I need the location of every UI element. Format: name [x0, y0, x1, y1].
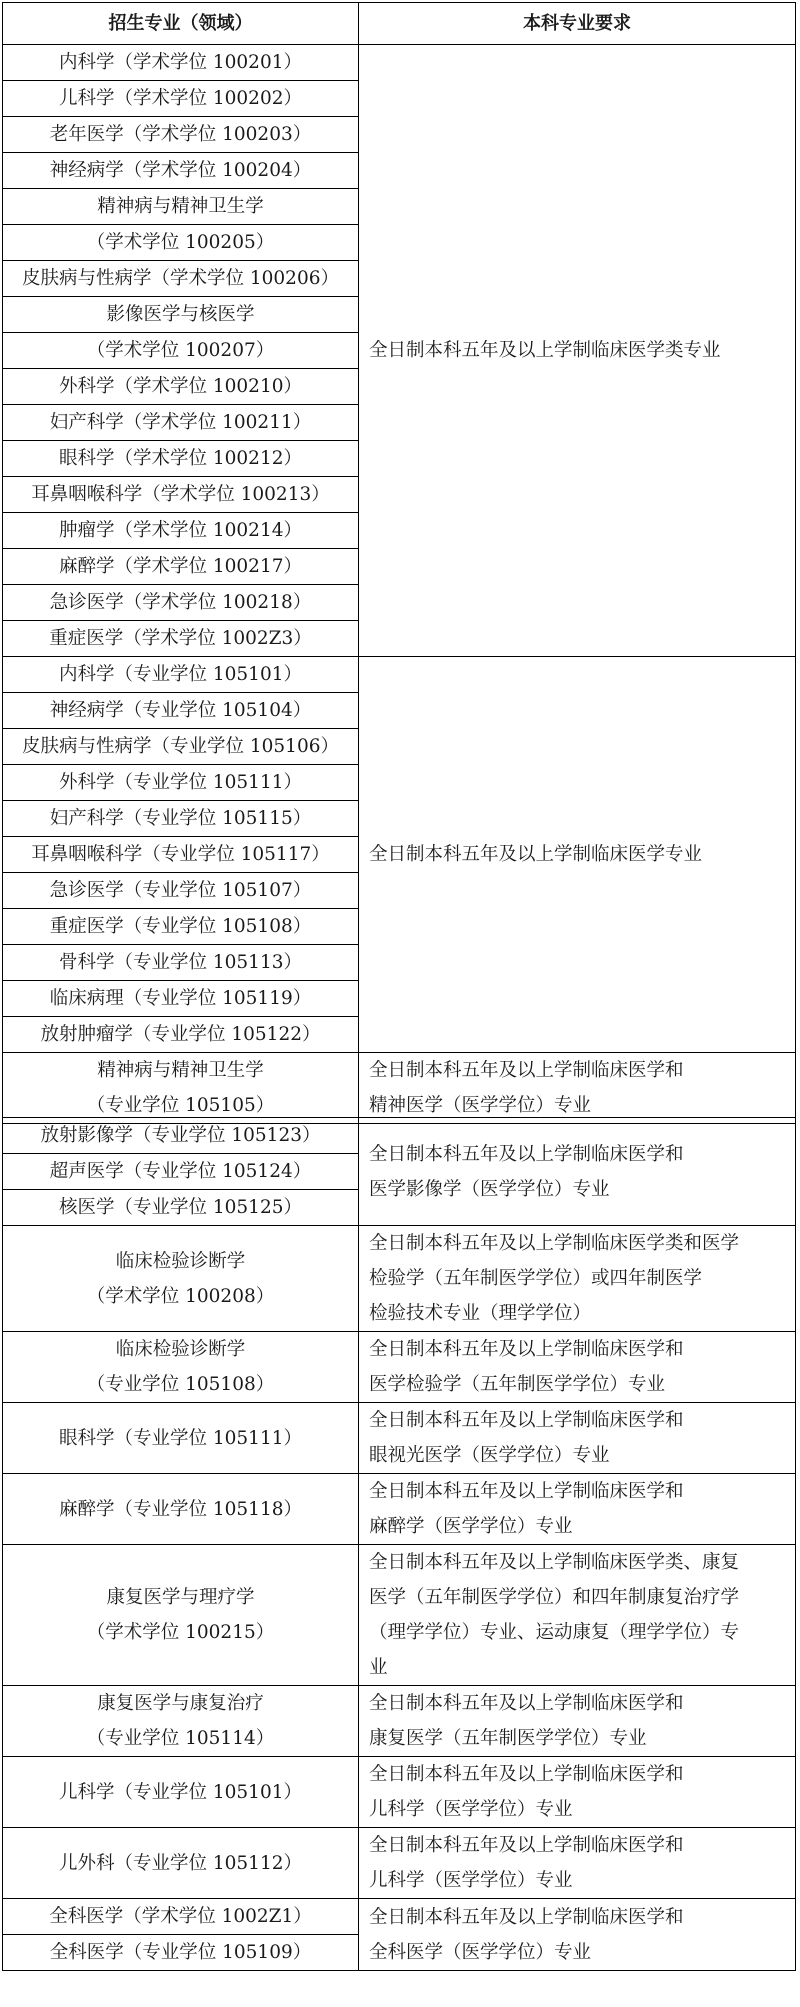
requirement-line: 医学（五年制医学学位）和四年制康复治疗学 — [369, 1587, 740, 1608]
major-line: 临床检验诊断学 — [115, 1339, 246, 1360]
header-requirement: 本科专业要求 — [359, 3, 796, 45]
major-cell: 内科学（学术学位 100201） — [3, 45, 359, 81]
requirement-cell — [359, 1545, 796, 1686]
major-cell: 精神病与精神卫生学 — [3, 189, 359, 225]
major-line: （专业学位 105108） — [86, 1374, 275, 1395]
table-row — [3, 1118, 796, 1154]
requirement-cell — [359, 1403, 796, 1474]
requirement-line: 全日制本科五年及以上学制临床医学和 — [369, 1481, 684, 1502]
major-cell — [3, 1545, 359, 1686]
major-cell: 影像医学与核医学 — [3, 297, 359, 333]
requirement-line: 全日制本科五年及以上学制临床医学和 — [369, 1906, 684, 1928]
requirement-line: 全日制本科五年及以上学制临床医学和 — [369, 1143, 684, 1165]
requirement-cell: 全日制本科五年及以上学制临床医学专业 — [359, 657, 796, 1053]
major-cell: 妇产科学（学术学位 100211） — [3, 405, 359, 441]
requirement-cell — [359, 1053, 796, 1124]
major-cell: 神经病学（学术学位 100204） — [3, 153, 359, 189]
major-cell: 耳鼻咽喉科学（学术学位 100213） — [3, 477, 359, 513]
major-cell: 麻醉学（学术学位 100217） — [3, 549, 359, 585]
major-cell — [3, 1332, 359, 1403]
major-cell: 全科医学（专业学位 105109） — [3, 1935, 359, 1971]
major-cell: 老年医学（学术学位 100203） — [3, 117, 359, 153]
requirement-line: 医学检验学（五年制医学学位）专业 — [369, 1374, 666, 1395]
major-cell: 儿外科（专业学位 105112） — [3, 1828, 359, 1899]
requirement-line: 全日制本科五年及以上学制临床医学和 — [369, 1339, 684, 1360]
table-row — [3, 1403, 796, 1474]
requirement-cell — [359, 1226, 796, 1332]
major-cell: 肿瘤学（学术学位 100214） — [3, 513, 359, 549]
table-row — [3, 1474, 796, 1545]
major-cell: 麻醉学（专业学位 105118） — [3, 1474, 359, 1545]
requirement-line: 眼视光医学（医学学位）专业 — [369, 1445, 610, 1466]
requirement-cell — [359, 1332, 796, 1403]
requirement-line: 业 — [369, 1657, 388, 1678]
major-cell: 外科学（学术学位 100210） — [3, 369, 359, 405]
requirement-line: 儿科学（医学学位）专业 — [369, 1799, 573, 1820]
requirement-line: 全科医学（医学学位）专业 — [369, 1941, 592, 1963]
major-line: （专业学位 105105） — [86, 1095, 275, 1116]
major-cell: 儿科学（专业学位 105101） — [3, 1757, 359, 1828]
table-row — [3, 1226, 796, 1332]
requirement-cell — [359, 1828, 796, 1899]
major-cell: 内科学（专业学位 105101） — [3, 657, 359, 693]
requirement-line: 麻醉学（医学学位）专业 — [369, 1516, 573, 1537]
header-major: 招生专业（领域） — [3, 3, 359, 45]
major-cell: 重症医学（学术学位 1002Z3） — [3, 621, 359, 657]
table-row — [3, 1053, 796, 1124]
requirement-line: 全日制本科五年及以上学制临床医学和 — [369, 1764, 684, 1785]
table-row — [3, 657, 796, 693]
major-cell — [3, 1226, 359, 1332]
major-cell: （学术学位 100205） — [3, 225, 359, 261]
requirement-line: 精神医学（医学学位）专业 — [369, 1095, 592, 1116]
table-row — [3, 1757, 796, 1828]
major-cell: 急诊医学（专业学位 105107） — [3, 873, 359, 909]
requirement-cell — [359, 1757, 796, 1828]
major-cell — [3, 1053, 359, 1124]
requirement-line: 康复医学（五年制医学学位）专业 — [369, 1728, 647, 1749]
table-row — [3, 45, 796, 81]
requirement-line: 检验学（五年制医学学位）或四年制医学 — [369, 1268, 703, 1289]
major-line: 康复医学与康复治疗 — [97, 1693, 264, 1714]
requirement-line: 全日制本科五年及以上学制临床医学和 — [369, 1693, 684, 1714]
major-cell: 眼科学（学术学位 100212） — [3, 441, 359, 477]
major-cell: 临床病理（专业学位 105119） — [3, 981, 359, 1017]
major-cell: 耳鼻咽喉科学（专业学位 105117） — [3, 837, 359, 873]
header-row — [3, 3, 796, 45]
major-cell: 外科学（专业学位 105111） — [3, 765, 359, 801]
major-cell: 全科医学（学术学位 1002Z1） — [3, 1899, 359, 1935]
major-cell: 核医学（专业学位 105125） — [3, 1190, 359, 1226]
major-cell: 皮肤病与性病学（专业学位 105106） — [3, 729, 359, 765]
major-cell: 皮肤病与性病学（学术学位 100206） — [3, 261, 359, 297]
table-row — [3, 1686, 796, 1757]
major-line: 康复医学与理疗学 — [106, 1587, 255, 1608]
requirement-line: 全日制本科五年及以上学制临床医学类、康复 — [369, 1552, 740, 1573]
major-cell: 妇产科学（专业学位 105115） — [3, 801, 359, 837]
requirement-line: 全日制本科五年及以上学制临床医学类和医学 — [369, 1233, 740, 1254]
requirement-cell — [359, 1474, 796, 1545]
table-row — [3, 1332, 796, 1403]
major-line: （专业学位 105114） — [86, 1728, 275, 1749]
major-line: 临床检验诊断学 — [115, 1250, 246, 1272]
admission-table-part2 — [2, 1117, 796, 1971]
table-row — [3, 1899, 796, 1935]
major-line: （学术学位 100215） — [86, 1622, 275, 1643]
requirement-cell — [359, 1118, 796, 1226]
major-cell: 儿科学（学术学位 100202） — [3, 81, 359, 117]
major-line: 精神病与精神卫生学 — [97, 1060, 264, 1081]
requirement-cell — [359, 1899, 796, 1971]
requirement-line: 全日制本科五年及以上学制临床医学和 — [369, 1060, 684, 1081]
major-cell: 放射肿瘤学（专业学位 105122） — [3, 1017, 359, 1053]
admission-table-part1 — [2, 2, 796, 1124]
requirement-line: （理学学位）专业、运动康复（理学学位）专 — [369, 1622, 740, 1643]
major-cell — [3, 1686, 359, 1757]
major-line: （学术学位 100208） — [86, 1285, 275, 1307]
requirement-line: 全日制本科五年及以上学制临床医学和 — [369, 1410, 684, 1431]
major-cell: （学术学位 100207） — [3, 333, 359, 369]
requirement-line: 儿科学（医学学位）专业 — [369, 1870, 573, 1891]
table-row — [3, 1545, 796, 1686]
requirement-cell: 全日制本科五年及以上学制临床医学类专业 — [359, 45, 796, 657]
requirement-line: 全日制本科五年及以上学制临床医学和 — [369, 1835, 684, 1856]
requirement-cell — [359, 1686, 796, 1757]
major-cell: 眼科学（专业学位 105111） — [3, 1403, 359, 1474]
major-cell: 重症医学（专业学位 105108） — [3, 909, 359, 945]
requirement-line: 检验技术专业（理学学位） — [369, 1303, 592, 1324]
table-row — [3, 1828, 796, 1899]
requirement-line: 医学影像学（医学学位）专业 — [369, 1178, 610, 1200]
major-cell: 神经病学（专业学位 105104） — [3, 693, 359, 729]
major-cell: 超声医学（专业学位 105124） — [3, 1154, 359, 1190]
major-cell: 急诊医学（学术学位 100218） — [3, 585, 359, 621]
major-cell: 放射影像学（专业学位 105123） — [3, 1118, 359, 1154]
major-cell: 骨科学（专业学位 105113） — [3, 945, 359, 981]
